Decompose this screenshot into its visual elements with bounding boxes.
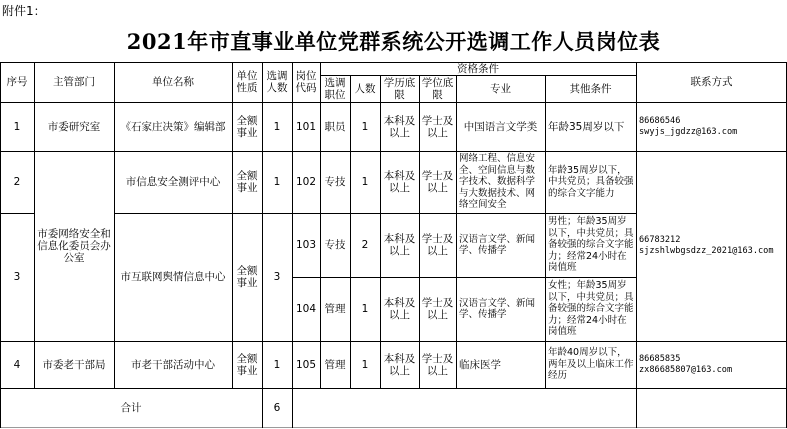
- header-count: 选调人数: [266, 70, 288, 94]
- cell-other: 年龄35周岁以下: [548, 120, 625, 133]
- cell-seq: 3: [13, 271, 21, 283]
- cell-count: 3: [273, 271, 281, 283]
- header-degree: 学位底限: [421, 76, 454, 101]
- cell-other: 女性；年龄35周岁以下，中共党员；具备较强的综合文字能力；经常24小时在岗值班: [548, 280, 634, 338]
- cell-major: 汉语言文学、新闻学、传播学: [459, 233, 536, 256]
- cell-degree: 学士及以上: [421, 352, 454, 377]
- cell-other: 男性；年龄35周岁以下，中共党员；具备较强的综合文字能力；经常24小时在岗值班: [548, 216, 634, 274]
- cell-contact: 86686546 swyjs_jgdzz@163.com: [639, 115, 738, 137]
- cell-seq: 1: [13, 120, 21, 133]
- header-major: 专业: [490, 82, 511, 95]
- cell-nature: 全额事业: [236, 352, 258, 377]
- position-table: [0, 62, 787, 428]
- cell-code: 103: [295, 239, 317, 251]
- header-seq: 序号: [6, 76, 28, 88]
- cell-dept-merged: 市委网络安全和信息化委员会办公室: [37, 228, 111, 264]
- cell-unit: 市老干部活动中心: [131, 358, 215, 371]
- header-qualification: 资格条件: [457, 62, 499, 75]
- cell-code: 105: [295, 358, 317, 371]
- cell-dept: 市委老干部局: [42, 358, 106, 371]
- total-label: 合计: [120, 402, 142, 414]
- cell-degree: 学士及以上: [421, 170, 454, 194]
- cell-seq: 2: [13, 176, 21, 188]
- cell-num: 1: [361, 176, 369, 188]
- header-contact: 联系方式: [690, 76, 733, 88]
- cell-num: 1: [361, 120, 369, 133]
- page-title: 2021年市直事业单位党群系统公开选调工作人员岗位表: [126, 29, 661, 54]
- cell-position: 管理: [324, 303, 346, 315]
- cell-contact: 86685835 zx86685807@163.com: [639, 353, 733, 375]
- header-nature: 单位性质: [236, 70, 258, 94]
- cell-major: 网络工程、信息安全、空间信息与数字技术、数据科学与大数据技术、网络空间安全: [459, 153, 536, 211]
- cell-code: 104: [295, 303, 317, 315]
- cell-num: 1: [361, 303, 369, 315]
- header-num: 人数: [354, 82, 376, 95]
- header-code: 岗位代码: [295, 70, 317, 94]
- cell-nature: 全额事业: [236, 265, 258, 289]
- cell-code: 102: [295, 176, 317, 188]
- header-position: 选调职位: [324, 76, 346, 101]
- cell-position: 管理: [324, 358, 346, 371]
- cell-unit: 市互联网舆情信息中心: [120, 271, 226, 283]
- cell-count: 1: [273, 120, 281, 133]
- cell-major: 中国语言文学类: [463, 120, 538, 133]
- cell-count: 1: [273, 358, 281, 371]
- cell-major: 汉语言文学、新闻学、传播学: [459, 297, 536, 320]
- cell-position: 职员: [324, 120, 346, 133]
- cell-position: 专技: [324, 176, 346, 188]
- cell-education: 本科及以上: [383, 114, 416, 139]
- cell-num: 1: [361, 358, 369, 371]
- header-dept: 主管部门: [53, 76, 95, 88]
- total-count: 6: [273, 402, 281, 414]
- cell-other: 年龄35周岁以下，中共党员；具备较强的综合文字能力: [548, 164, 634, 199]
- cell-seq: 4: [13, 358, 21, 371]
- cell-code: 101: [295, 120, 317, 133]
- cell-major: 临床医学: [459, 358, 501, 371]
- header-unit: 单位名称: [152, 76, 194, 88]
- cell-unit: 《石家庄决策》编辑部: [120, 120, 226, 133]
- cell-education: 本科及以上: [383, 233, 416, 257]
- cell-dept: 市委研究室: [47, 120, 101, 133]
- cell-contact-merged: 66783212 sjzshlwbgsdzz_2021@163.com: [639, 235, 774, 256]
- cell-degree: 学士及以上: [421, 233, 454, 257]
- cell-num: 2: [361, 239, 369, 251]
- header-other: 其他条件: [569, 82, 612, 95]
- cell-position: 专技: [324, 239, 346, 251]
- header-education: 学历底限: [383, 76, 416, 101]
- cell-education: 本科及以上: [383, 352, 416, 377]
- cell-unit: 市信息安全测评中心: [125, 176, 221, 188]
- cell-nature: 全额事业: [236, 170, 258, 194]
- cell-education: 本科及以上: [383, 170, 416, 194]
- cell-nature: 全额事业: [236, 114, 258, 139]
- cell-other: 年龄40周岁以下，两年及以上临床工作经历: [548, 347, 634, 382]
- cell-count: 1: [273, 176, 281, 188]
- attachment-label: 附件1：: [2, 4, 46, 18]
- cell-education: 本科及以上: [383, 297, 416, 321]
- cell-degree: 学士及以上: [421, 114, 454, 139]
- cell-degree: 学士及以上: [421, 297, 454, 321]
